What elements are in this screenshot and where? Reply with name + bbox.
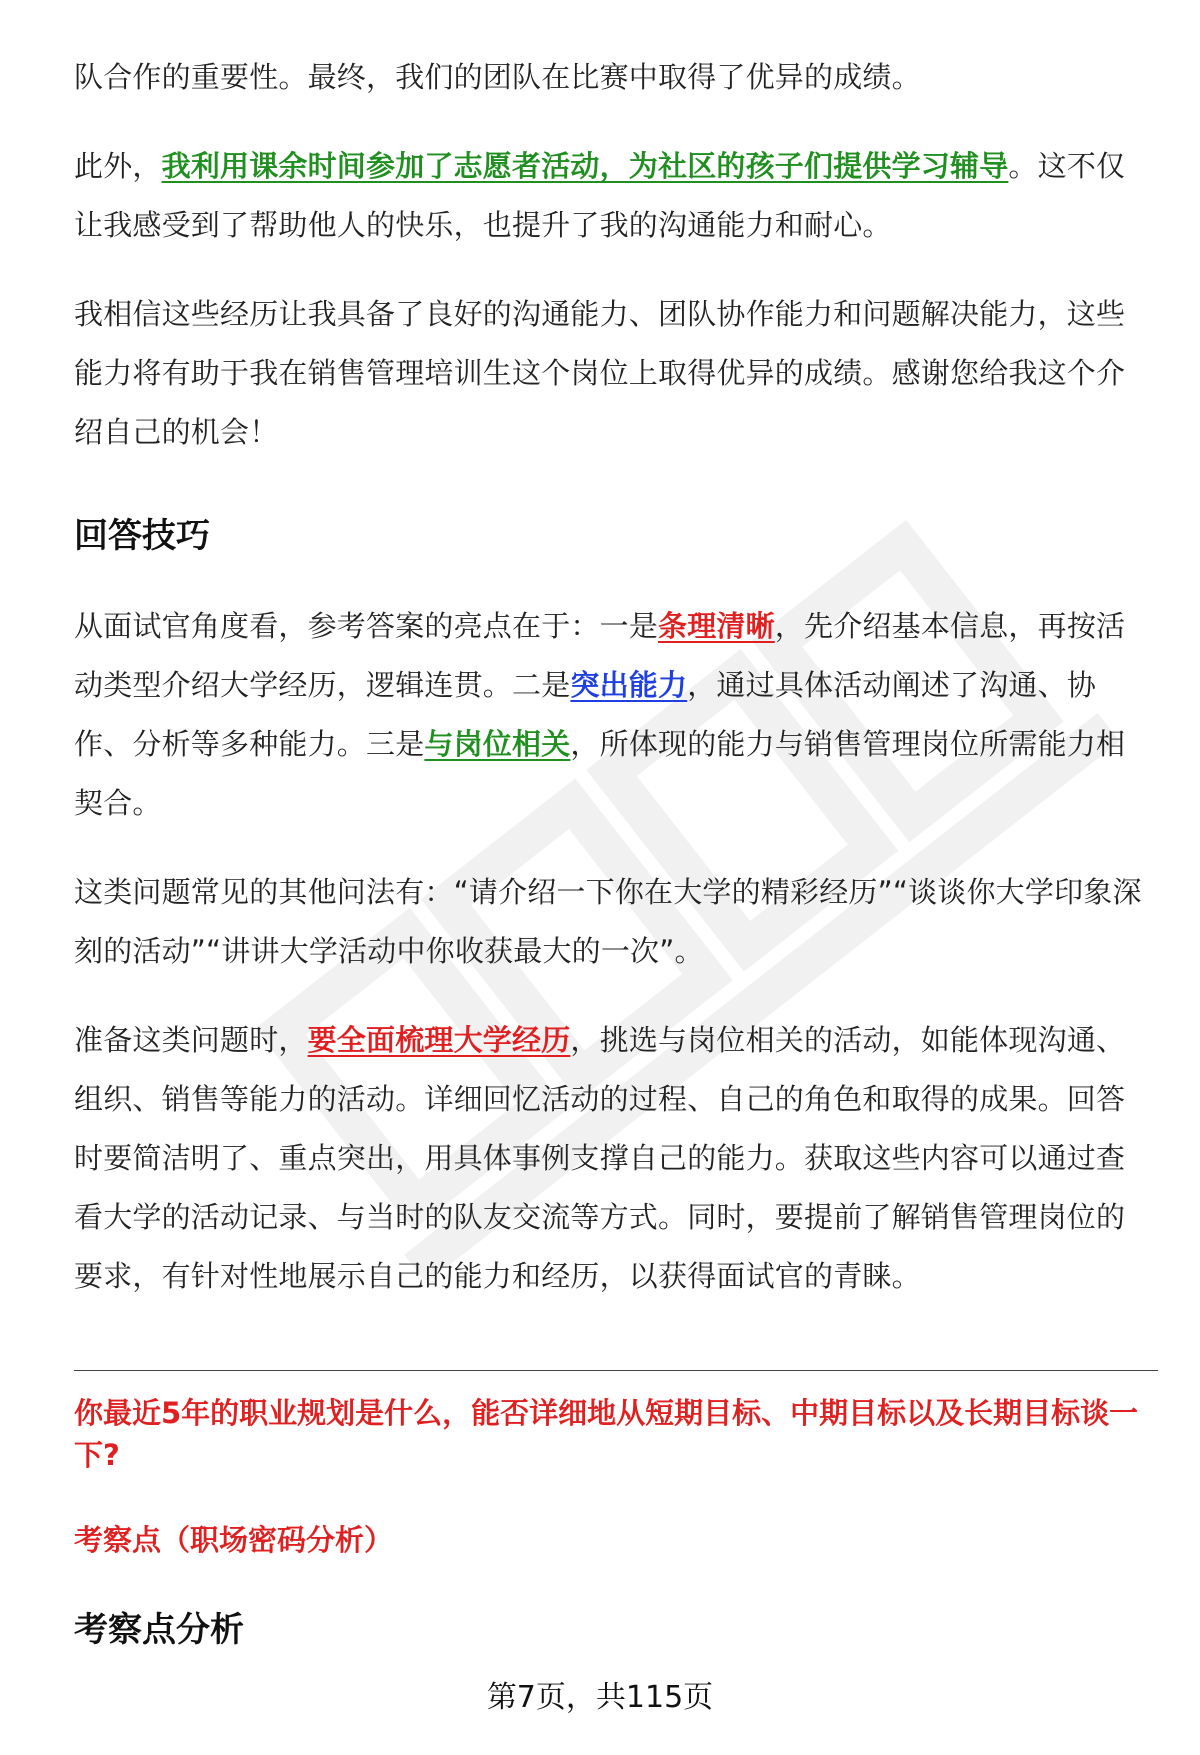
- paragraph-other-phrasings: [74, 863, 1146, 981]
- paragraph-text: ，所体现的能力与销售管理岗位所需能力相契合。: [74, 727, 1126, 820]
- paragraph-text: ，挑选与岗位相关的活动，如能体现沟通、组织、销售等能力的活动。详细回忆活动的过程、自己的角色和取得的成果。回答时要简洁明了、重点突出，用具体事例支撑自己的能力。获取这些内容可以通过查看大学的活动记录、与当时的队友交流等方式。同时，要提前了解销售管理岗位的要求，有针对性地展示自己的能力和经历，以获得面试官的青睐。: [74, 1023, 1126, 1293]
- paragraph-interviewer-view: [74, 597, 1146, 833]
- paragraph-text: 这类问题常见的其他问法有：“请介绍一下你在大学的精彩经历”“谈谈你大学印象深刻的活动”“讲讲大学活动中你收获最大的一次”。: [74, 875, 1142, 968]
- highlight-highlight-ability: 突出能力: [570, 668, 688, 702]
- highlight-volunteer: 我利用课余时间参加了志愿者活动，为社区的孩子们提供学习辅导: [161, 149, 1009, 183]
- exam-point-label: 考察点（职场密码分析）: [74, 1523, 394, 1557]
- paragraph-text: 此外，: [74, 149, 162, 183]
- paragraph-text: 。这不仅让我感受到了帮助他人的快乐，也提升了我的沟通能力和耐心。: [74, 149, 1126, 242]
- section-divider: [74, 1370, 1158, 1371]
- paragraph-text: ，通过具体活动阐述了沟通、协作、分析等多种能力。三是: [74, 668, 1097, 761]
- paragraph-text: 队合作的重要性。最终，我们的团队在比赛中取得了优异的成绩。: [74, 60, 921, 94]
- paragraph-volunteer: [74, 137, 1146, 255]
- section-heading-answer-tips: 回答技巧: [74, 516, 210, 556]
- page-number: 第7页，共115页: [486, 1680, 714, 1715]
- paragraph-team-result: [74, 48, 1146, 107]
- highlight-clear-structure: 条理清晰: [658, 609, 775, 643]
- document-page: [74, 48, 1146, 1306]
- paragraph-text: 从面试官角度看，参考答案的亮点在于：一是: [74, 609, 659, 643]
- paragraph-preparation: [74, 1011, 1146, 1306]
- next-question: 你最近5年的职业规划是什么，能否详细地从短期目标、中期目标以及长期目标谈一下?: [74, 1396, 1139, 1472]
- paragraph-text: 准备这类问题时，: [74, 1023, 308, 1057]
- highlight-review-experience: 要全面梳理大学经历: [307, 1023, 571, 1057]
- paragraph-text: ，先介绍基本信息，再按活动类型介绍大学经历，逻辑连贯。二是: [74, 609, 1126, 702]
- paragraph-conclusion: [74, 285, 1146, 462]
- highlight-job-related: 与岗位相关: [424, 727, 571, 761]
- paragraph-text: 我相信这些经历让我具备了良好的沟通能力、团队协作能力和问题解决能力，这些能力将有助于我在销售管理培训生这个岗位上取得优异的成绩。感谢您给我这个介绍自己的机会！: [74, 297, 1126, 449]
- analysis-heading: 考察点分析: [74, 1610, 244, 1650]
